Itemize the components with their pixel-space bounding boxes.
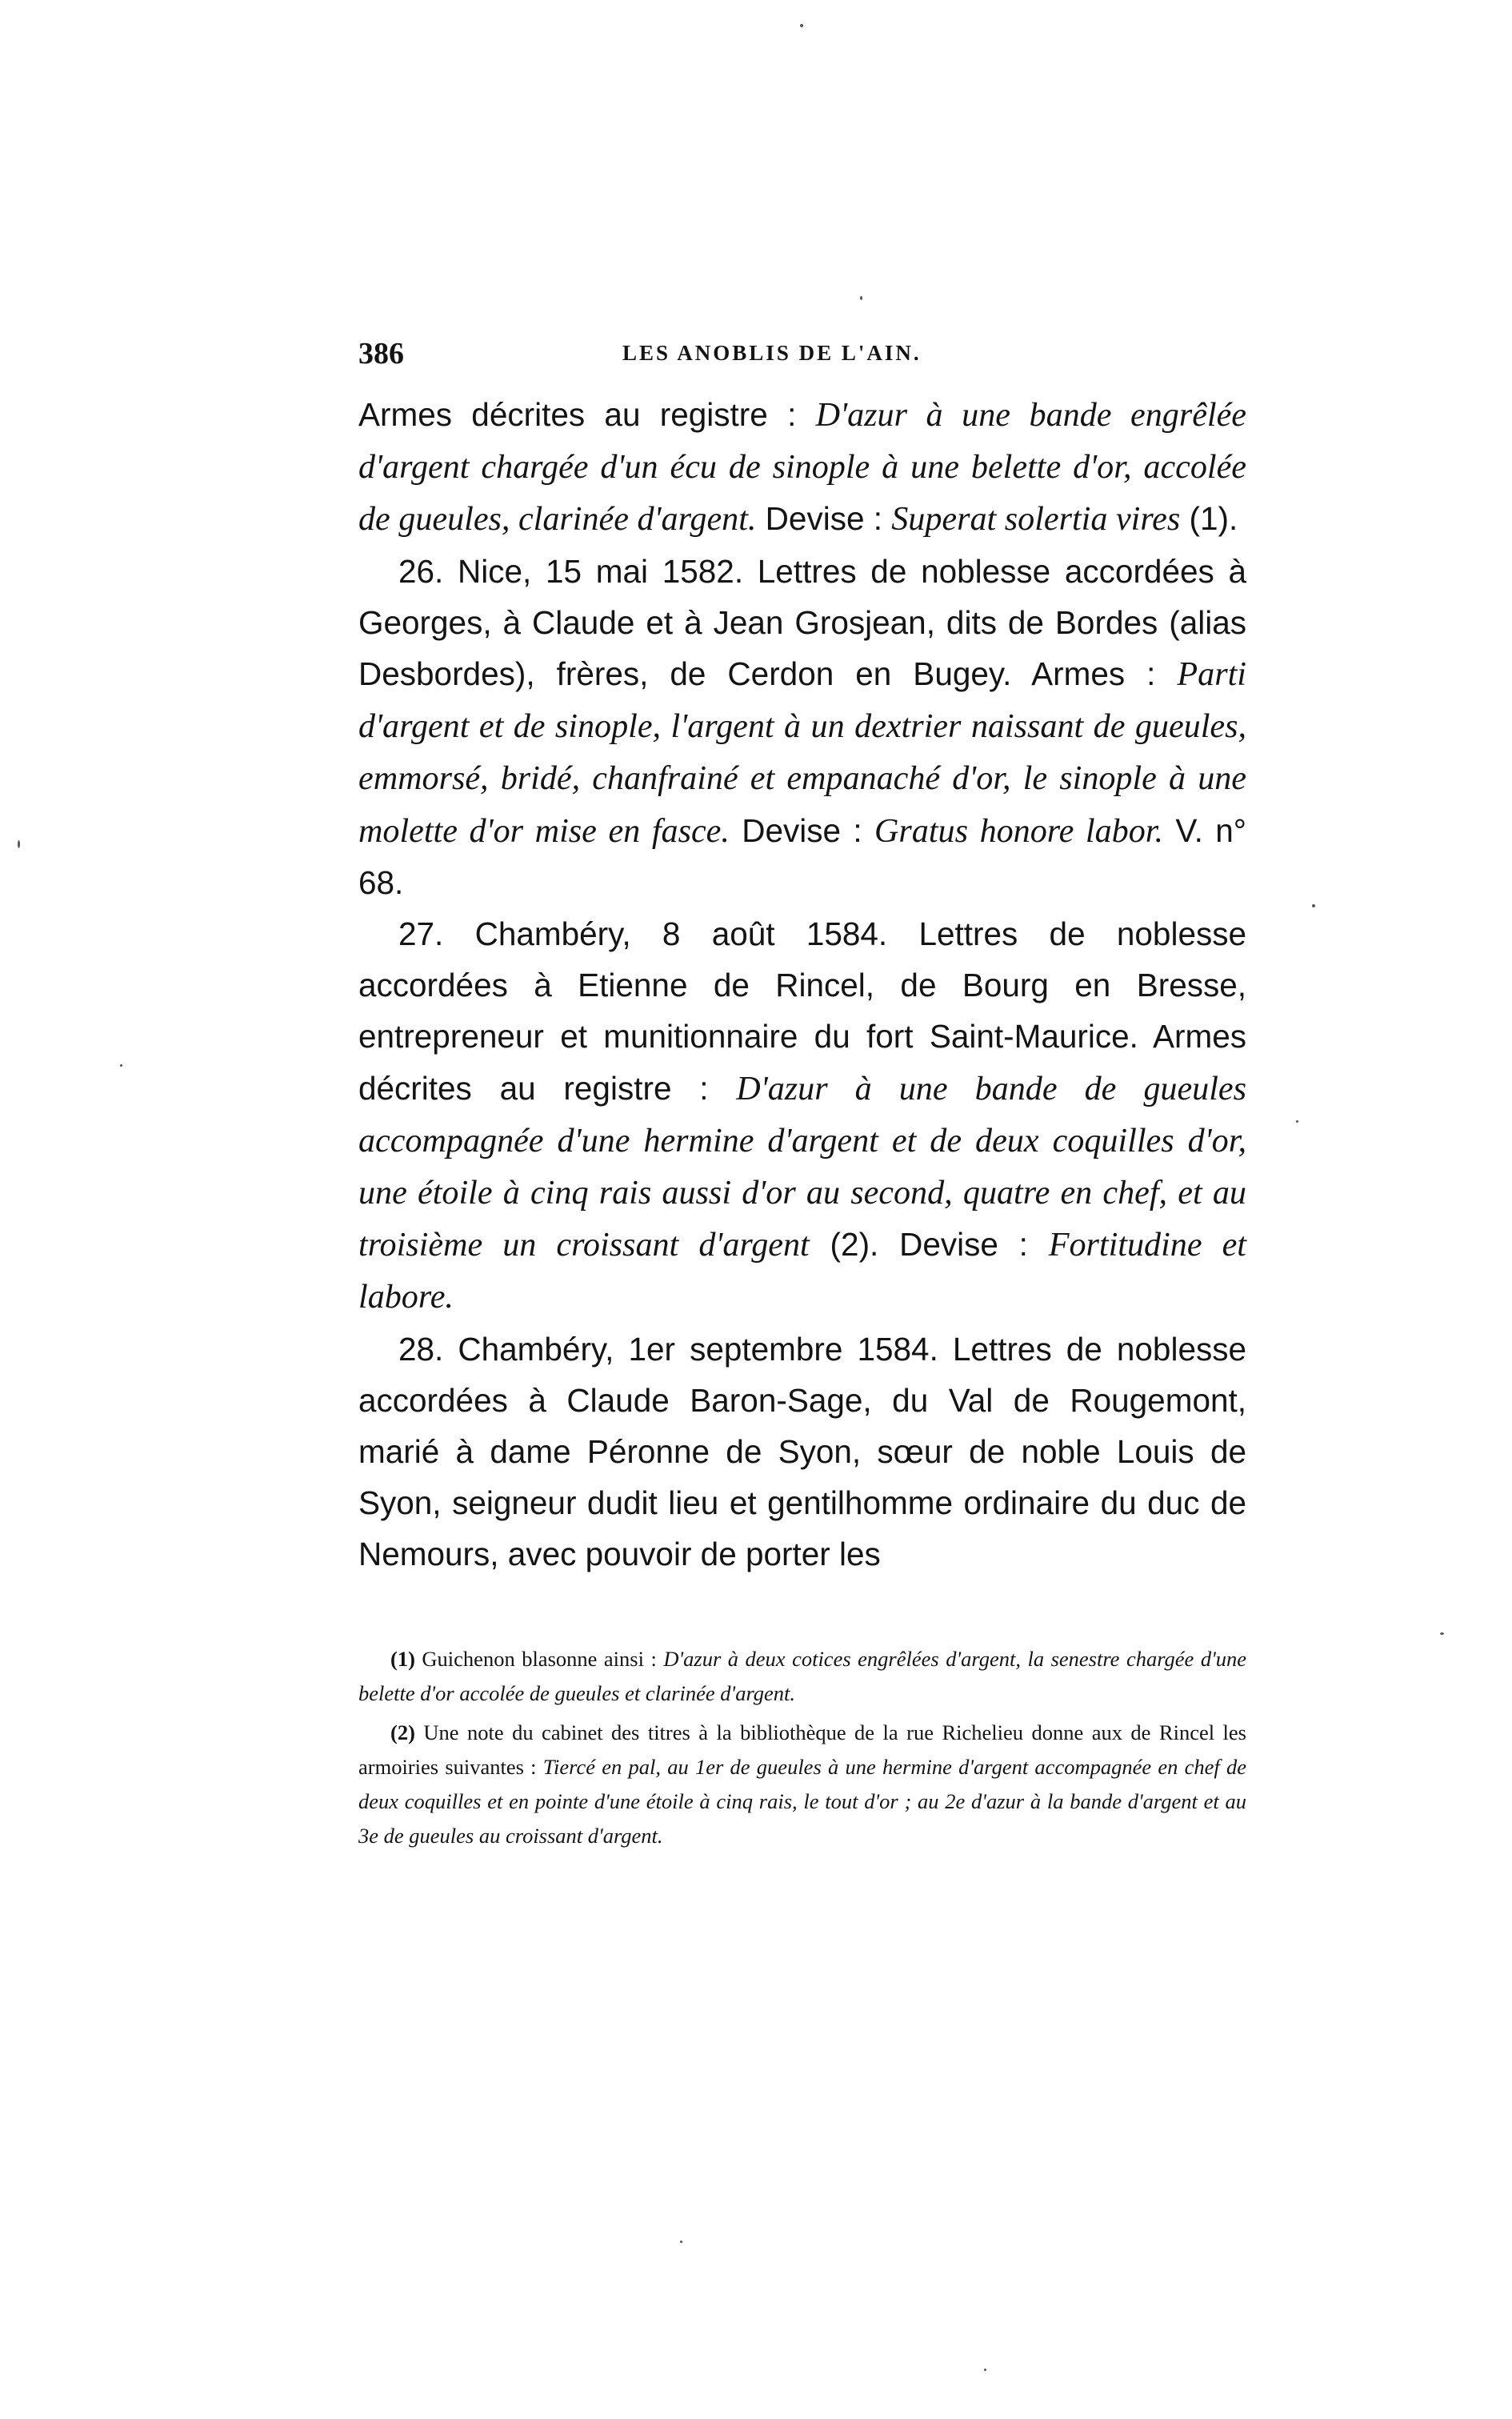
- scan-speck: [984, 2369, 986, 2371]
- paragraph-entry-27: [358, 908, 1246, 1324]
- blazon-text: Parti d'argent et de sinople, l'argent à un dextrier naissant de gueules, emmorsé, bridé, chanfrainé et empanaché d'or, le sinople à une molette d'or mise en fasce.: [358, 655, 1246, 850]
- text-segment: Devise :: [756, 500, 892, 538]
- footnote-text: Une note du cabinet des titres à la bibliothèque de la rue Richelieu donne aux de Rincel les armoiries suivantes :: [358, 1720, 1246, 1779]
- scan-speck: [680, 2241, 682, 2243]
- page-number: 386: [358, 337, 404, 370]
- blazon-text: D'azur à une bande de gueules accompagnée d'une hermine d'argent et de deux coquilles d'or, une étoile à cinq rais aussi d'or au second, quatre en chef, et au troisième un croissant d'argent: [358, 1069, 1246, 1264]
- running-title: LES ANOBLIS DE L'AIN.: [622, 341, 922, 365]
- scan-speck: [1312, 904, 1315, 907]
- scan-speck: [1296, 1120, 1298, 1123]
- text-segment: 26. Nice, 15 mai 1582. Lettres de noblesse accordées à Georges, à Claude et à Jean Grosjean, dits de Bordes (alias Desbordes), frères, de Cerdon en Bugey. Armes :: [358, 552, 1246, 693]
- text-segment: Devise :: [729, 811, 874, 849]
- text-segment: Armes décrites au registre :: [358, 396, 816, 433]
- scan-speck: [860, 296, 862, 300]
- footnotes: [358, 1642, 1246, 1858]
- motto-text: Superat solertia vires: [891, 500, 1181, 539]
- footnote-blazon: Tiercé en pal, au 1er de gueules à une hermine d'argent accompagnée en chef de deux coquilles et en pointe d'une étoile à cinq rais, le tout d'or ; au 2e d'azur à la bande d'argent et au 3e de gueules au croissant d'argent.: [358, 1755, 1246, 1848]
- footnote-label: (2): [390, 1720, 415, 1744]
- main-text: [358, 389, 1246, 1580]
- scan-speck: [1440, 1632, 1444, 1635]
- footnote-label: (1): [390, 1647, 415, 1671]
- page-header: [358, 336, 1246, 384]
- footnote-text: Guichenon blasonne ainsi :: [414, 1647, 664, 1671]
- footnote-2: [358, 1716, 1246, 1853]
- text-segment: 27. Chambéry, 8 août 1584. Lettres de noblesse accordées à Etienne de Rincel, de Bourg en Bresse, entrepreneur et munitionnaire du fort Saint-Maurice. Armes décrites au registre :: [358, 915, 1246, 1107]
- scan-speck: [800, 24, 803, 27]
- text-segment: (1).: [1180, 500, 1238, 538]
- scan-speck: [18, 840, 20, 848]
- text-segment: V. n° 68.: [358, 811, 1246, 901]
- blazon-text: D'azur à une bande engrêlée d'argent chargée d'un écu de sinople à une belette d'or, accolée de gueules, clarinée d'argent.: [358, 396, 1246, 539]
- text-segment: 28. Chambéry, 1er septembre 1584. Lettres de noblesse accordées à Claude Baron-Sage, du Val de Rougemont, marié à dame Péronne de Syon, sœur de noble Louis de Syon, seigneur dudit lieu et gentilhomme ordinaire du duc de Nemours, avec pouvoir de porter les: [358, 1330, 1246, 1573]
- paragraph-continuation: [358, 389, 1246, 546]
- motto-text: Gratus honore labor.: [874, 811, 1164, 850]
- text-segment: (2). Devise :: [809, 1226, 1049, 1264]
- scan-speck: [120, 1064, 122, 1067]
- paragraph-entry-28: [358, 1324, 1246, 1580]
- footnote-blazon: D'azur à deux cotices engrêlées d'argent, la senestre chargée d'une belette d'or accolée de gueules et clarinée d'argent.: [358, 1647, 1246, 1705]
- footnote-1: [358, 1642, 1246, 1711]
- motto-text: Fortitudine et labore.: [358, 1226, 1247, 1316]
- paragraph-entry-26: [358, 546, 1246, 908]
